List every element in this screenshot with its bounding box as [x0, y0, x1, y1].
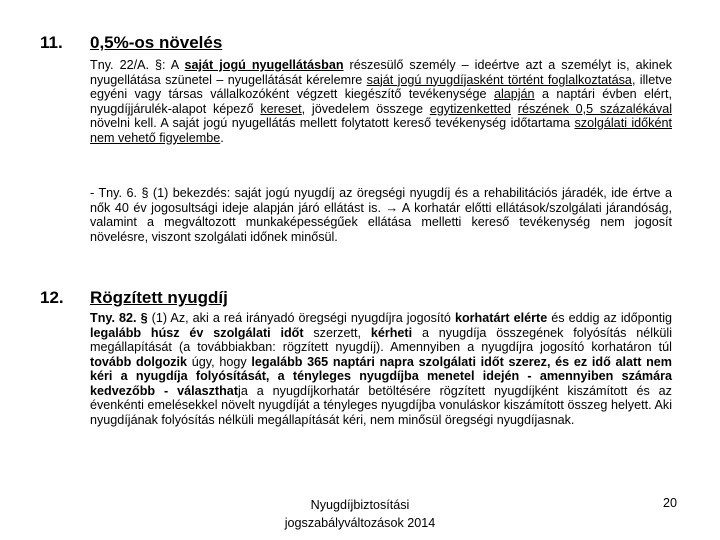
- text-run: a naptári évben elért, nyugdíjjárulék-alapot képező: [90, 87, 672, 116]
- text-run: tovább dolgozik: [90, 354, 188, 369]
- section-11-number: 11.: [40, 33, 63, 52]
- section-12-number: 12.: [40, 288, 64, 307]
- section-12-heading: [40, 288, 228, 308]
- text-run: növelni kell. A saját jogú nyugellátás mellett folytatott kereső tevékenység időtartama: [90, 116, 575, 130]
- text-run: Tny. 82. §: [90, 311, 148, 325]
- section-11-paragraph-2: - Tny. 6. § (1) bekezdés: saját jogú nyugdíj az öregségi nyugdíj és a rehabilitációs járadék, ide értve a nők 40 év jogosultsági ideje alapján járó ellátást is. → A korhatár előtti ellátások/szolgálati járandóság, valamint a megváltozott munkaképességűek ellátása melletti kereső tevékenység nem jogosít növelésre, viszont szolgálati időnek minősül.: [90, 186, 672, 244]
- text-run: saját jogú nyugellátásban: [184, 58, 344, 72]
- text-run: egytizenketted: [429, 101, 511, 116]
- section-11-heading: [40, 33, 222, 53]
- text-run: kereset: [260, 101, 302, 116]
- text-run: részének 0,5 százalékával: [517, 101, 672, 116]
- text-run: ja a nyugdíjkorhatár betöltésére rögzített nyugdíjként kiszámított és az évenkénti emelésekkel növelt nyugdíját a tényleges nyugdíjba vonuláskor kiszámított összeg helyett. Aki nyugdíjának folyósítás nélküli megállapítását kéri, nem minősül öregségi nyugdíjasnak.: [90, 383, 672, 427]
- text-run: korhatárt elérte: [454, 311, 548, 325]
- page-number: 20: [662, 496, 677, 510]
- section-11-title: 0,5%-os növelés: [90, 33, 223, 52]
- text-run: szolgálati időként nem vehető figyelembe: [90, 116, 672, 145]
- footer-line-2: jogszabályváltozások 2014: [284, 516, 436, 530]
- text-run: .: [220, 130, 224, 145]
- text-run: [511, 102, 518, 116]
- text-run: , jövedelem összege: [301, 101, 430, 116]
- section-11-paragraph-1: [90, 58, 672, 145]
- section-12-title: Rögzített nyugdíj: [90, 288, 228, 307]
- text-run: (1) Az, aki a reá irányadó öregségi nyugdíjra jogosító: [147, 311, 455, 325]
- text-run: úgy, hogy: [187, 354, 252, 369]
- text-run: és eddig az időpontig: [547, 311, 672, 325]
- text-run: Tny. 22/A. §: A: [90, 58, 185, 72]
- text-run: saját jogú nyugdíjasként történt foglalkoztatása: [366, 72, 632, 87]
- section-12-paragraph-1: [90, 311, 672, 427]
- text-run: alapján: [493, 87, 535, 101]
- text-run: részesülő személy – ideértve azt a személyt is, akinek nyugellátása szünetel – nyugellátását kérelemre: [90, 58, 672, 87]
- text-run: , illetve egyéni vagy társas vállalkozóként végzett kiegészítő tevékenysége: [90, 72, 672, 101]
- footer-caption: [235, 496, 485, 532]
- text-run: kérheti: [370, 325, 413, 340]
- footer-line-1: Nyugdíjbiztosítási: [310, 498, 410, 512]
- text-run: legalább húsz év szolgálati időt: [90, 325, 304, 340]
- text-run: a nyugdíja összegének folyósítás nélküli megállapítását (a továbbiakban: rögzített nyugdíj). Amennyiben a nyugdíjra jogosító korhatáron túl: [90, 325, 672, 354]
- text-run: szerzett,: [303, 325, 371, 340]
- text-run: legalább 365 naptári napra szolgálati időt szerez, és ez idő alatt nem kéri a nyugdíja folyósítását, a tényleges nyugdíjba menetel idején - amennyiben számára kedvezőbb - választhat: [90, 354, 672, 398]
